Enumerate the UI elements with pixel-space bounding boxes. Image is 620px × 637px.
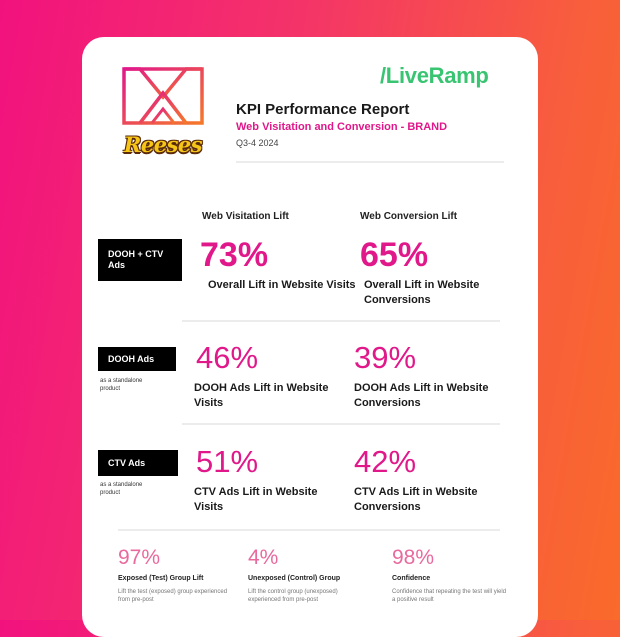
reeses-logo: Reeses [123, 132, 203, 157]
visitation-column-header: Web Visitation Lift [202, 211, 289, 222]
brand-logo-icon [122, 67, 204, 125]
conversion-column-header: Web Conversion Lift [360, 211, 458, 222]
footer-confidence-desc: Confidence that repeating the test will yield a positive result [392, 589, 507, 603]
row3-conv-pct: 42% [354, 444, 417, 479]
row3-visit-desc: CTV Ads Lift in Website Visits [194, 486, 318, 513]
row1-visit-pct: 73% [200, 236, 269, 274]
footer-control-label: Unexposed (Control) Group [248, 575, 341, 582]
row2-visit-pct: 46% [196, 340, 259, 375]
row-tag-dooh: DOOH Ads [98, 347, 176, 371]
row2-tag-note: as a standalone product [100, 378, 143, 392]
report-subtitle: Web Visitation and Conversion - BRAND [236, 121, 448, 133]
liveramp-logo: /LiveRamp [380, 63, 489, 88]
header-divider [236, 161, 504, 163]
report-card [82, 37, 538, 637]
row2-conv-pct: 39% [354, 340, 417, 375]
row-divider [182, 320, 500, 322]
row-tag-ctv: CTV Ads [98, 450, 178, 476]
footer-divider [118, 529, 500, 531]
footer-exposed-label: Exposed (Test) Group Lift [118, 575, 204, 582]
row3-conv-desc: CTV Ads Lift in Website Conversions [354, 486, 478, 513]
row-divider [182, 423, 500, 425]
row-tag-dooh-ctv: DOOH + CTV Ads [98, 239, 182, 281]
row1-conv-desc: Overall Lift in Website Conversions [364, 279, 480, 306]
row1-conv-pct: 65% [360, 236, 429, 274]
row3-visit-pct: 51% [196, 444, 259, 479]
footer-confidence-label: Confidence [392, 575, 431, 582]
footer-control-desc: Lift the control group (unexposed) experienced from pre-post [248, 589, 338, 603]
row2-visit-desc: DOOH Ads Lift in Website Visits [194, 382, 329, 409]
footer-exposed-desc: Lift the test (exposed) group experienced from pre-post [118, 589, 228, 603]
row2-conv-desc: DOOH Ads Lift in Website Conversions [354, 382, 489, 409]
footer-confidence-pct: 98% [392, 546, 435, 569]
report-period: Q3-4 2024 [236, 138, 279, 148]
row3-tag-note: as a standalone product [100, 482, 143, 496]
footer-exposed-pct: 97% [118, 546, 161, 569]
footer-control-pct: 4% [248, 546, 279, 569]
report-title: KPI Performance Report [236, 101, 410, 118]
row1-visit-desc: Overall Lift in Website Visits [208, 279, 356, 291]
